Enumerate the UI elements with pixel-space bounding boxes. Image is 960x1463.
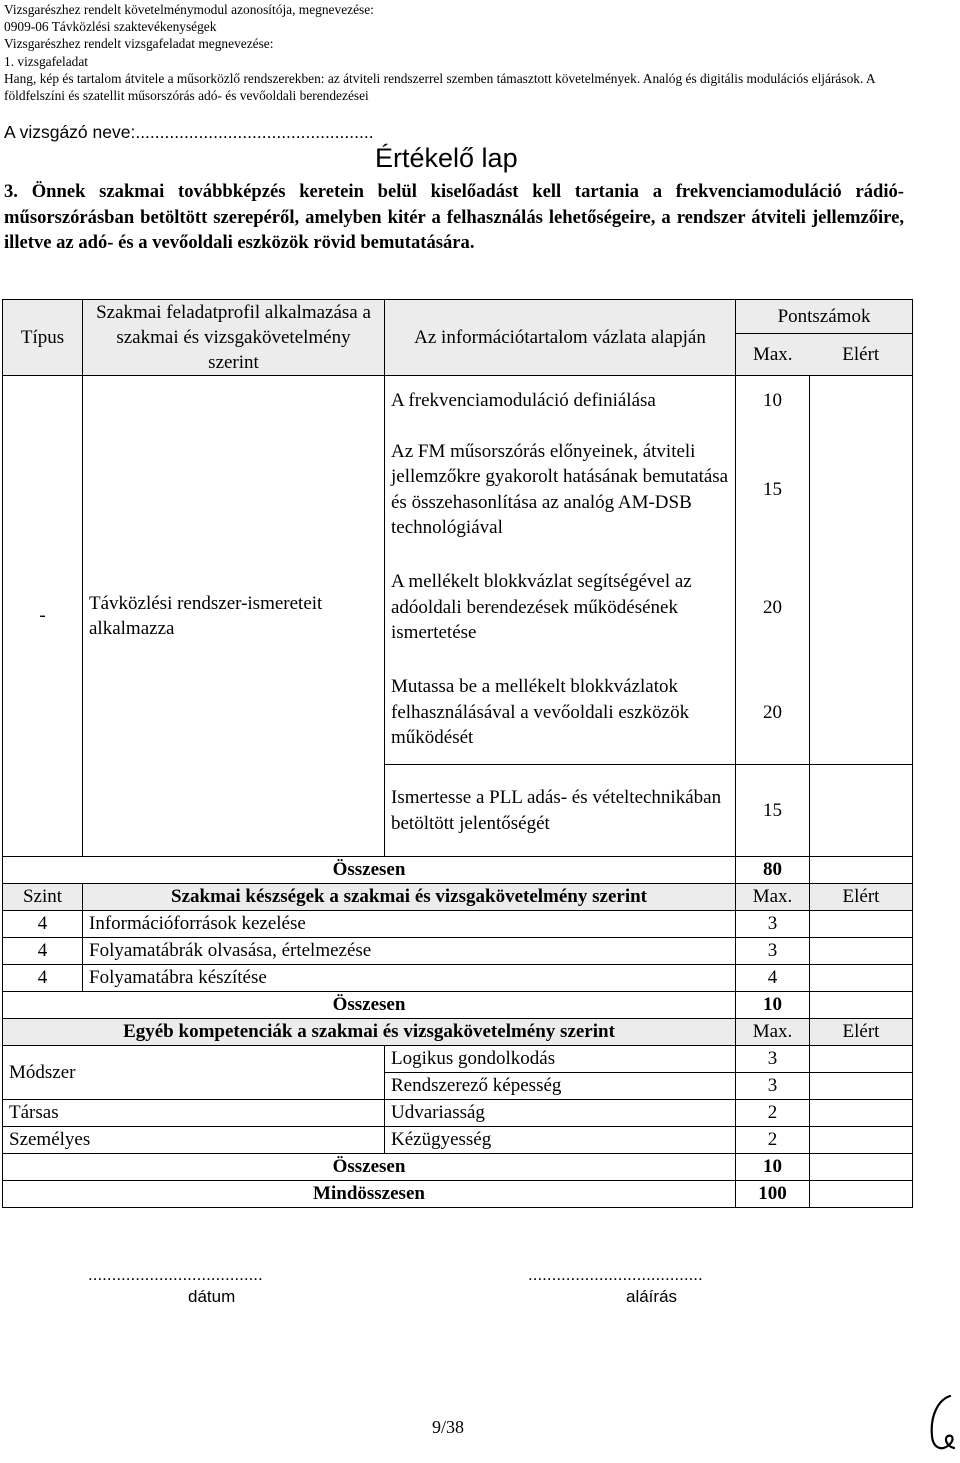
- skill-achieved[interactable]: [810, 938, 913, 965]
- outline-row-3-max: 20: [736, 555, 810, 661]
- competency-item: Kézügyesség: [385, 1127, 736, 1154]
- signature-dots: .....................................: [528, 1265, 703, 1284]
- skill-max: 4: [736, 965, 810, 992]
- outline-row-5: Ismertesse a PLL adás- és vételtechnikában betöltött jelentőségét: [385, 765, 736, 857]
- evaluation-table: [2, 299, 913, 1208]
- header-competencies-max: Max.: [736, 1019, 810, 1046]
- handwritten-mark-icon: [920, 1388, 960, 1458]
- outline-row-4-max: 20: [736, 661, 810, 765]
- skill-level: 4: [3, 965, 83, 992]
- header-outline: Az információtartalom vázlata alapján: [385, 300, 736, 376]
- header-profile: Szakmai feladatprofil alkalmazása a szakmai és vizsgakövetelmény szerint: [83, 300, 385, 376]
- page-title: Értékelő lap: [375, 143, 518, 173]
- skill-level: 4: [3, 911, 83, 938]
- competency-group: Társas: [3, 1100, 385, 1127]
- header-task-description: Hang, kép és tartalom átvitele a műsorközlő rendszerekben: az átviteli rendszerrel szemben támasztott követelmények. Analóg és digitális modulációs eljárások. A földfelszíni és szatellit műsorszórás adó- és vevőoldali berendezései: [4, 70, 875, 104]
- type-value: -: [3, 376, 83, 857]
- outline-row-2-achieved[interactable]: [810, 425, 913, 555]
- page-number: 9/38: [432, 1417, 465, 1437]
- skill-name: Folyamatábra készítése: [83, 965, 736, 992]
- competency-max: 2: [736, 1100, 810, 1127]
- header-competencies: Egyéb kompetenciák a szakmai és vizsgakövetelmény szerint: [3, 1019, 736, 1046]
- header-module-name: 0909-06 Távközlési szaktevékenységek: [4, 19, 217, 35]
- task-description: 3. Önnek szakmai továbbképzés keretein belül kiselőadást kell tartania a frekvenciamoduláció rádió-műsorszórásban betöltött szerepéről, amelyben kitér a felhasználás lehetőségeire, a rendszer átviteli jellemzőire, illetve az adó- és a vevőoldali eszközök rövid bemutatására.: [4, 181, 904, 253]
- table1-total-max: 80: [736, 857, 810, 884]
- outline-row-3: A mellékelt blokkvázlat segítségével az adóoldali berendezések működésének ismertetése: [385, 555, 736, 661]
- header-skills-achieved: Elért: [810, 884, 913, 911]
- outline-row-2-max: 15: [736, 425, 810, 555]
- skill-level: 4: [3, 938, 83, 965]
- header-task-label: Vizsgarészhez rendelt vizsgafeladat megnevezése:: [4, 36, 274, 52]
- outline-row-1-max: 10: [736, 376, 810, 425]
- skill-max: 3: [736, 938, 810, 965]
- competency-max: 3: [736, 1073, 810, 1100]
- skill-max: 3: [736, 911, 810, 938]
- competency-max: 3: [736, 1046, 810, 1073]
- outline-row-4-achieved[interactable]: [810, 661, 913, 765]
- outline-row-2: Az FM műsorszórás előnyeinek, átviteli jellemzőkre gyakorolt hatásának bemutatása és összehasonlítása az analóg AM-DSB technológiával: [385, 425, 736, 555]
- date-dots: .....................................: [88, 1265, 263, 1284]
- skill-name: Információforrások kezelése: [83, 911, 736, 938]
- header-skills: Szakmai készségek a szakmai és vizsgakövetelmény szerint: [83, 884, 736, 911]
- table1-total-achieved[interactable]: [810, 857, 913, 884]
- grand-total-achieved[interactable]: [810, 1181, 913, 1208]
- competency-achieved[interactable]: [810, 1073, 913, 1100]
- competency-group: Módszer: [3, 1046, 385, 1100]
- table2-total-max: 10: [736, 992, 810, 1019]
- competency-achieved[interactable]: [810, 1100, 913, 1127]
- profile-value: Távközlési rendszer-ismereteit alkalmazza: [83, 376, 385, 857]
- signature-label: aláírás: [626, 1287, 678, 1306]
- table1-total-label: Összesen: [3, 857, 736, 884]
- page-header: [4, 1, 934, 104]
- outline-row-5-achieved[interactable]: [810, 765, 913, 857]
- header-module-label: Vizsgarészhez rendelt követelménymodul azonosítója, megnevezése:: [4, 2, 374, 17]
- skill-name: Folyamatábrák olvasása, értelmezése: [83, 938, 736, 965]
- competency-achieved[interactable]: [810, 1046, 913, 1073]
- table3-total-label: Összesen: [3, 1154, 736, 1181]
- header-points: Pontszámok: [736, 300, 913, 334]
- competency-group: Személyes: [3, 1127, 385, 1154]
- skill-achieved[interactable]: [810, 965, 913, 992]
- outline-row-1-achieved[interactable]: [810, 376, 913, 425]
- grand-total-label: Mindösszesen: [3, 1181, 736, 1208]
- outline-row-3-achieved[interactable]: [810, 555, 913, 661]
- competency-max: 2: [736, 1127, 810, 1154]
- table2-total-label: Összesen: [3, 992, 736, 1019]
- date-label: dátum: [188, 1287, 236, 1306]
- competency-item: Udvariasság: [385, 1100, 736, 1127]
- header-task-name: 1. vizsgafeladat: [4, 53, 89, 69]
- header-type: Típus: [3, 300, 83, 376]
- outline-row-4: Mutassa be a mellékelt blokkvázlatok felhasználásával a vevőoldali eszközök működését: [385, 661, 736, 765]
- header-skills-max: Max.: [736, 884, 810, 911]
- competency-item: Rendszerező képesség: [385, 1073, 736, 1100]
- outline-row-5-max: 15: [736, 765, 810, 857]
- grand-total-max: 100: [736, 1181, 810, 1208]
- table2-total-achieved[interactable]: [810, 992, 913, 1019]
- header-level: Szint: [3, 884, 83, 911]
- table3-total-achieved[interactable]: [810, 1154, 913, 1181]
- examinee-name-field: A vizsgázó neve:.................................................: [4, 122, 374, 142]
- competency-achieved[interactable]: [810, 1127, 913, 1154]
- table3-total-max: 10: [736, 1154, 810, 1181]
- header-max: Max.: [736, 334, 810, 376]
- skill-achieved[interactable]: [810, 911, 913, 938]
- competency-item: Logikus gondolkodás: [385, 1046, 736, 1073]
- outline-row-1: A frekvenciamoduláció definiálása: [385, 376, 736, 425]
- header-achieved: Elért: [810, 334, 913, 376]
- header-competencies-achieved: Elért: [810, 1019, 913, 1046]
